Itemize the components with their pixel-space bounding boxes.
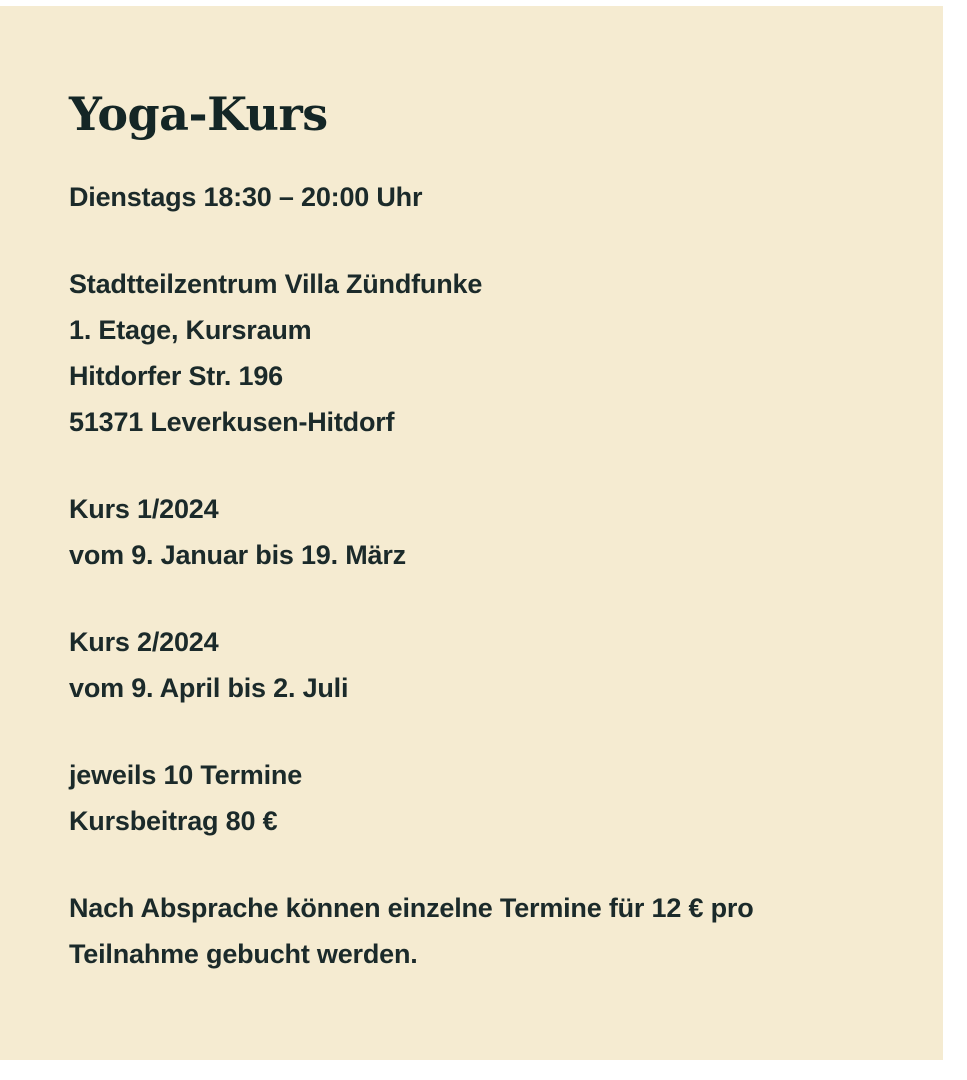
location-street: Hitdorfer Str. 196 — [69, 361, 283, 391]
booking-note — [69, 885, 869, 977]
booking-note-line-1: Nach Absprache können einzelne Termine für 12 € pro — [69, 893, 754, 923]
location-block — [69, 261, 903, 445]
course-fee: Kursbeitrag 80 € — [69, 806, 278, 836]
location-city: 51371 Leverkusen-Hitdorf — [69, 407, 395, 437]
course-title: Yoga-Kurs — [69, 87, 328, 141]
course-dates: vom 9. April bis 2. Juli — [69, 673, 349, 703]
booking-note-line-2: Teilnahme gebucht werden. — [69, 939, 418, 969]
terms-block — [69, 752, 903, 844]
location-name: Stadtteilzentrum Villa Zündfunke — [69, 269, 483, 299]
course-dates: vom 9. Januar bis 19. März — [69, 540, 406, 570]
yoga-course-card — [0, 6, 943, 1060]
course-name: Kurs 1/2024 — [69, 494, 219, 524]
course-name: Kurs 2/2024 — [69, 627, 219, 657]
schedule-text: Dienstags 18:30 – 20:00 Uhr — [69, 182, 423, 212]
location-room: 1. Etage, Kursraum — [69, 315, 312, 345]
course-block-1 — [69, 486, 903, 578]
course-block-2 — [69, 619, 903, 711]
schedule-block — [69, 174, 903, 220]
sessions-count: jeweils 10 Termine — [69, 760, 303, 790]
